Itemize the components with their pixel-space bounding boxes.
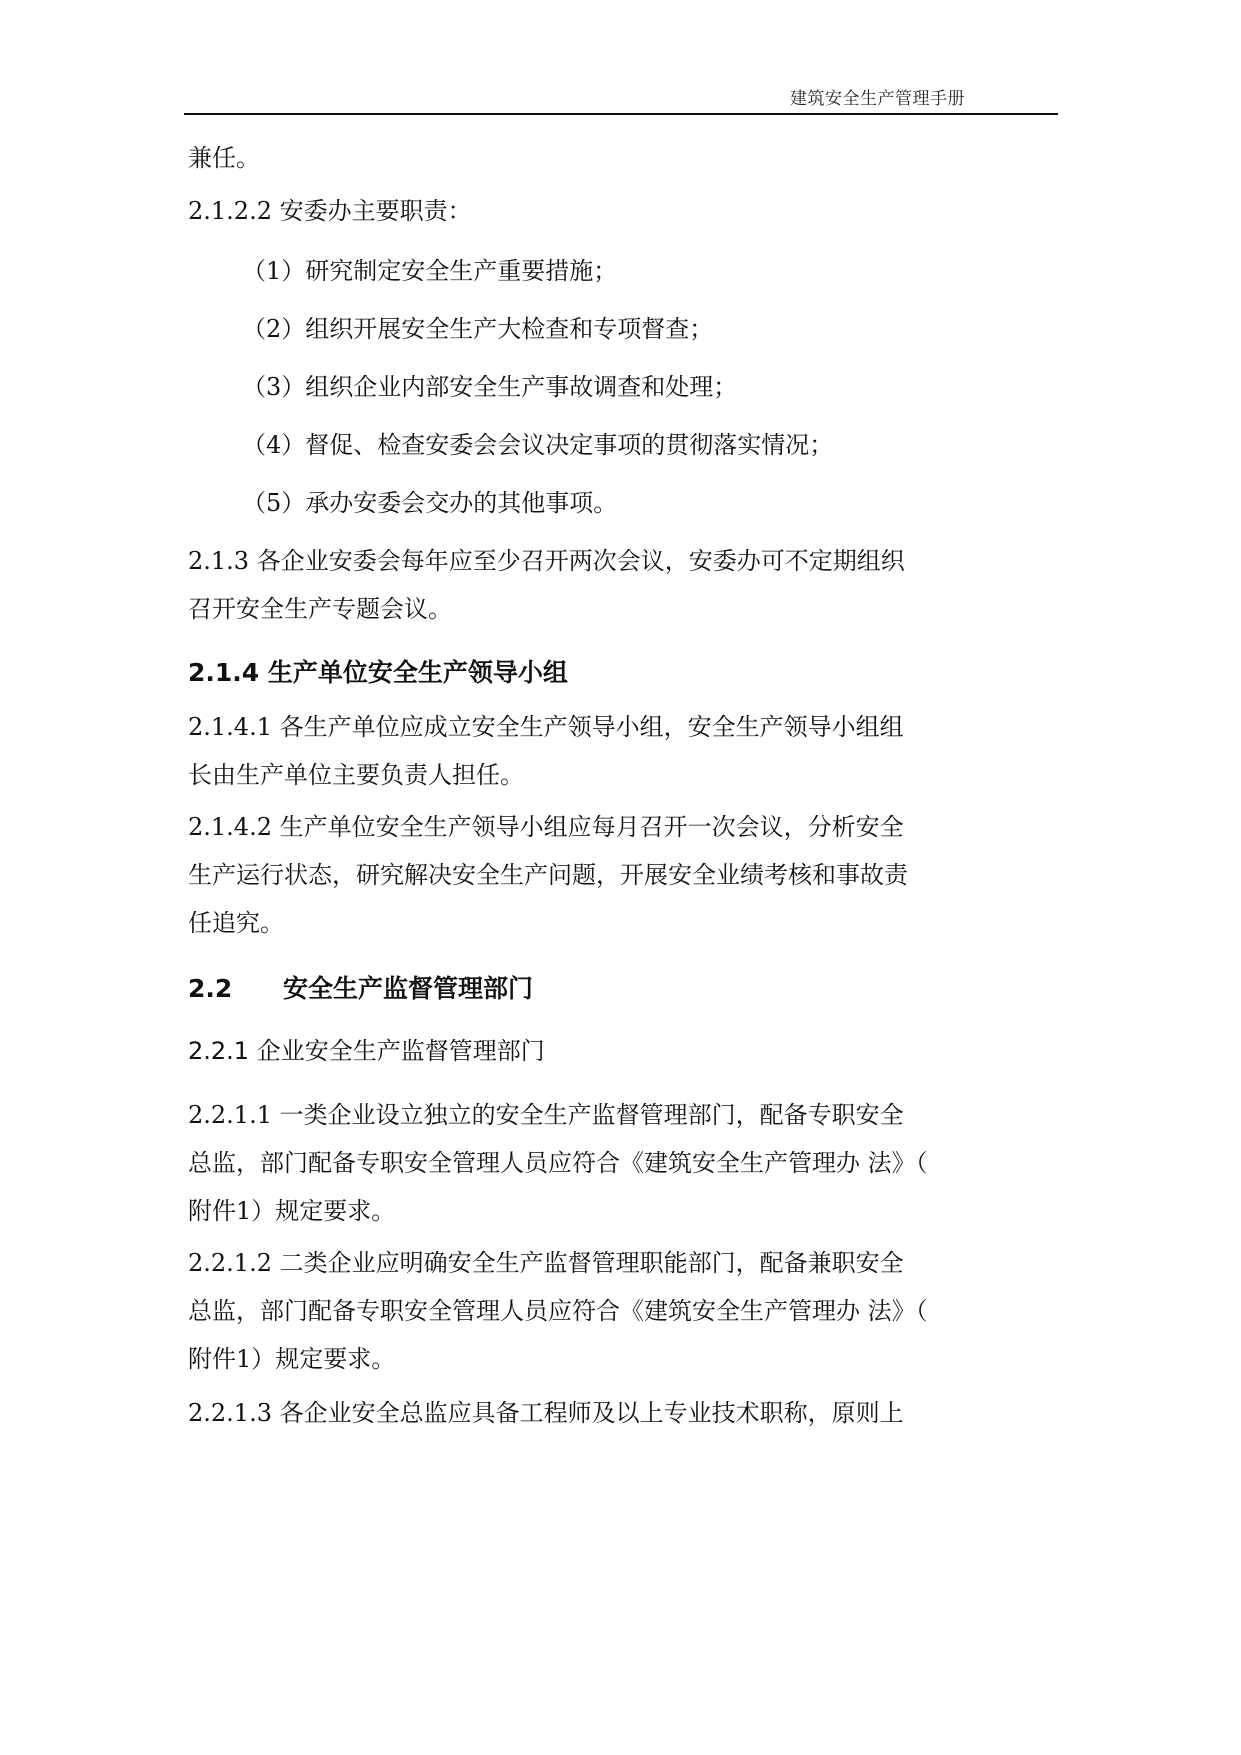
- body-line: 2.2.1.1 一类企业设立独立的安全生产监督管理部门，配备专职安全: [188, 1101, 904, 1129]
- header-divider: [184, 113, 1058, 115]
- list-item: （2）组织开展安全生产大检查和专项督查；: [242, 315, 714, 343]
- subsection-heading: 2.2.1 企业安全生产监督管理部门: [188, 1037, 545, 1065]
- body-line: 2.2.1.3 各企业安全总监应具备工程师及以上专业技术职称，原则上: [188, 1399, 904, 1427]
- section-heading: [188, 974, 533, 1004]
- body-line: 总监，部门配备专职安全管理人员应符合《建筑安全生产管理办 法》（: [188, 1149, 928, 1177]
- body-line: 长由生产单位主要负责人担任。: [188, 761, 524, 789]
- body-line: 总监，部门配备专职安全管理人员应符合《建筑安全生产管理办 法》（: [188, 1297, 928, 1325]
- body-line: 附件1）规定要求。: [188, 1345, 396, 1373]
- subsection-heading: 2.1.4 生产单位安全生产领导小组: [188, 658, 568, 687]
- running-header: 建筑安全生产管理手册: [790, 89, 965, 109]
- body-line: 任追究。: [188, 909, 284, 937]
- body-line: 生产运行状态，研究解决安全生产问题，开展安全业绩考核和事故责: [188, 861, 908, 889]
- body-line: 2.2.1.2 二类企业应明确安全生产监督管理职能部门，配备兼职安全: [188, 1249, 904, 1277]
- body-line: 2.1.3 各企业安委会每年应至少召开两次会议，安委办可不定期组织: [188, 547, 905, 575]
- body-line: 2.1.4.1 各生产单位应成立安全生产领导小组，安全生产领导小组组: [188, 713, 904, 741]
- body-line: 兼任。: [188, 144, 260, 172]
- body-line: 召开安全生产专题会议。: [188, 595, 452, 623]
- body-line: 附件1）规定要求。: [188, 1197, 396, 1225]
- list-item: （3）组织企业内部安全生产事故调查和处理；: [242, 373, 738, 401]
- body-line: 2.1.4.2 生产单位安全生产领导小组应每月召开一次会议，分析安全: [188, 813, 904, 841]
- section-number: 2.2: [188, 974, 233, 1003]
- list-item: （1）研究制定安全生产重要措施；: [242, 257, 618, 285]
- body-line: 2.1.2.2 安委办主要职责：: [188, 197, 472, 225]
- list-item: （5）承办安委会交办的其他事项。: [242, 489, 618, 517]
- list-item: （4）督促、检查安委会会议决定事项的贯彻落实情况；: [242, 431, 834, 459]
- section-title: 安全生产监督管理部门: [283, 974, 534, 1003]
